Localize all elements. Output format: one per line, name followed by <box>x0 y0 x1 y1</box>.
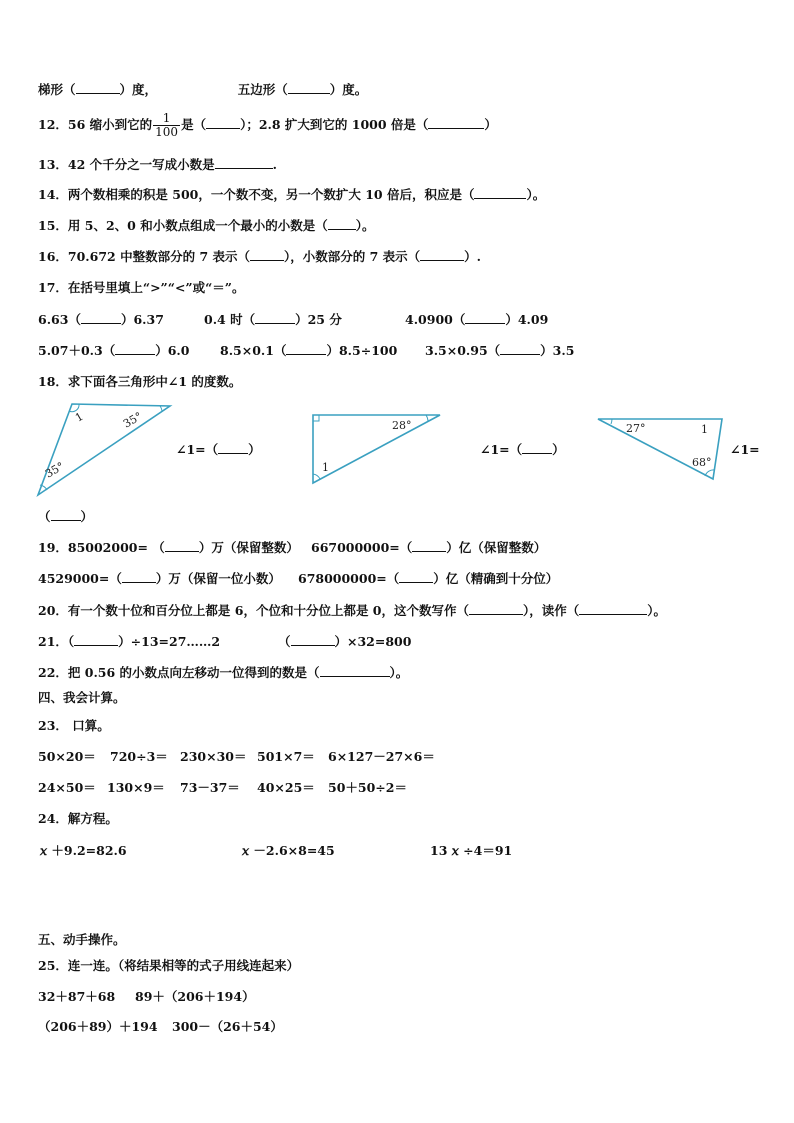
mental-math-item: 40×25＝ <box>257 780 315 795</box>
question-20: 20．有一个数十位和百分位上都是 6，个位和十分位上都是 0，这个数写作（ ），读作（ ）。 <box>38 603 667 618</box>
question-14: 14．两个数相乘的积是 500，一个数不变，另一个数扩大 10 倍后，积应是（ ）。 <box>38 187 546 202</box>
match-item[interactable]: （206＋89）＋194 <box>38 1019 158 1034</box>
match-item[interactable]: 32＋87＋68 <box>38 989 116 1004</box>
answer-blank[interactable] <box>320 665 390 677</box>
answer-blank[interactable] <box>291 634 335 646</box>
compare-item: 0.4 时（ ）25 分 <box>204 312 342 327</box>
triangle-3-answer: ∠1= <box>730 442 760 457</box>
match-item[interactable]: 89＋（206＋194） <box>135 989 255 1004</box>
answer-blank[interactable] <box>399 571 433 583</box>
mental-math-item: 230×30＝ <box>180 749 247 764</box>
triangle-2-answer: ∠1=（ ） <box>480 442 565 457</box>
compare-item: 4.0900（ ）4.09 <box>405 312 549 327</box>
angle-sum-line: 梯形（ ）度， 五边形（ ）度。 <box>38 82 368 97</box>
triangle-3-angle-1-label: 1 <box>701 423 708 436</box>
answer-blank[interactable] <box>218 442 248 454</box>
triangle-1-angle-label: 35° <box>43 459 67 481</box>
triangle-1-answer: ∠1=（ ） <box>176 442 261 457</box>
mental-math-item: 501×7＝ <box>257 749 315 764</box>
answer-blank[interactable] <box>74 634 118 646</box>
answer-blank[interactable] <box>165 540 199 552</box>
question-19-row2: 4529000=（ ）万（保留一位小数） <box>38 571 281 586</box>
question-18: 18．求下面各三角形中∠1 的度数。 <box>38 374 242 389</box>
fraction: $\frac{1}{100}$ <box>155 111 179 139</box>
mental-math-item: 50＋50÷2＝ <box>328 780 407 795</box>
mental-math-item: 720÷3＝ <box>110 749 168 764</box>
equation: 𝑥 ＋9.2=82.6 <box>40 843 127 858</box>
mental-math-item: 130×9＝ <box>107 780 165 795</box>
question-21-part: （ ）×32=800 <box>278 634 412 649</box>
question-19-part: 678000000=（ ）亿（精确到十分位） <box>298 571 559 586</box>
triangle-1-angle-label: 35° <box>121 409 145 431</box>
mental-math-item: 73－37＝ <box>180 780 240 795</box>
triangle-3 <box>598 419 722 479</box>
compare-item: 5.07＋0.3（ ）6.0 <box>38 343 190 358</box>
triangle-1-angle-1-label: 1 <box>73 409 86 425</box>
question-13: 13．42 个千分之一写成小数是 . <box>38 157 278 172</box>
question-19: 19．85002000= （ ）万（保留整数） <box>38 540 299 555</box>
question-22: 22．把 0.56 的小数点向左移动一位得到的数是（ ）。 <box>38 665 409 680</box>
answer-blank[interactable] <box>522 442 552 454</box>
question-12: 12．56 缩小到它的 $\frac{1}{100}$ 是（ ）；2.8 扩大到它的 1000 倍是（ ） <box>38 111 497 139</box>
answer-blank[interactable] <box>412 540 446 552</box>
answer-blank[interactable] <box>122 571 156 583</box>
mental-math-item: 24×50＝ <box>38 780 96 795</box>
triangle-2-angle-label: 28° <box>392 419 412 432</box>
compare-item: 6.63（ ）6.37 <box>38 312 164 327</box>
compare-item: 3.5×0.95（ ）3.5 <box>425 343 575 358</box>
question-25: 25．连一连。（将结果相等的式子用线连起来） <box>38 958 300 973</box>
triangle-3-angle-label: 68° <box>692 456 712 469</box>
mental-math-item: 50×20＝ <box>38 749 96 764</box>
answer-blank[interactable] <box>51 509 81 521</box>
equation: 13 𝑥 ÷4＝91 <box>430 843 513 858</box>
answer-blank[interactable] <box>469 603 523 615</box>
question-19-part: 667000000=（ ）亿（保留整数） <box>311 540 547 555</box>
question-15: 15．用 5、2、0 和小数点组成一个最小的小数是（ ）。 <box>38 218 375 233</box>
triangle-1 <box>38 404 170 495</box>
question-16: 16．70.672 中整数部分的 7 表示（ ），小数部分的 7 表示（ ）. <box>38 249 482 264</box>
triangle-3-angle-label: 27° <box>626 422 646 435</box>
question-24: 24．解方程。 <box>38 811 118 826</box>
section-4-title: 四、我会计算。 <box>38 690 126 705</box>
match-item[interactable]: 300－（26＋54） <box>172 1019 283 1034</box>
compare-item: 8.5×0.1（ ）8.5÷100 <box>220 343 398 358</box>
triangle-2-angle-1-label: 1 <box>322 461 329 474</box>
triangle-3-answer-blank: （ ） <box>38 509 94 524</box>
question-17: 17．在括号里填上“>”“<”或“＝”。 <box>38 280 245 295</box>
answer-blank[interactable] <box>579 603 647 615</box>
triangle-2 <box>313 415 440 483</box>
section-5-title: 五、动手操作。 <box>38 932 126 947</box>
mental-math-item: 6×127－27×6＝ <box>328 749 435 764</box>
question-21: 21．（ ）÷13=27……2 <box>38 634 221 649</box>
equation: 𝑥 －2.6×8=45 <box>242 843 335 858</box>
question-23: 23． 口算。 <box>38 718 110 733</box>
